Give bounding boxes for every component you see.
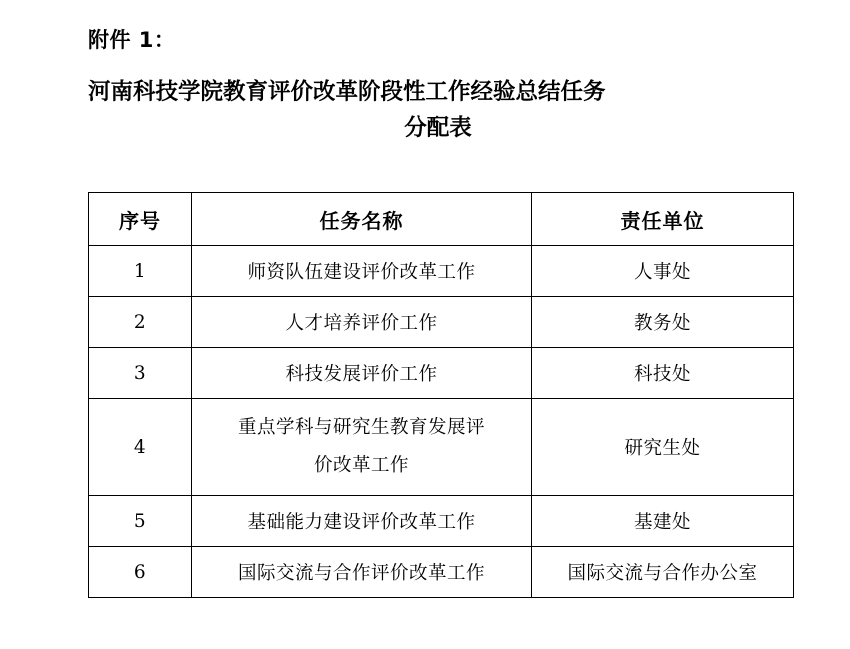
cell-index: 3 xyxy=(89,348,192,399)
table-header-row xyxy=(89,193,794,246)
table-row xyxy=(89,297,794,348)
cell-unit: 科技处 xyxy=(532,348,794,399)
cell-index: 4 xyxy=(89,399,192,496)
cell-task: 人才培养评价工作 xyxy=(192,297,532,348)
column-header-index: 序号 xyxy=(89,193,192,246)
cell-unit: 人事处 xyxy=(532,246,794,297)
table-row xyxy=(89,496,794,547)
table-row xyxy=(89,399,794,496)
table-row xyxy=(89,246,794,297)
cell-unit: 国际交流与合作办公室 xyxy=(532,547,794,598)
cell-index: 1 xyxy=(89,246,192,297)
cell-unit: 基建处 xyxy=(532,496,794,547)
page-title-line-1: 河南科技学院教育评价改革阶段性工作经验总结任务 xyxy=(88,79,606,105)
page-title xyxy=(88,74,788,146)
cell-task-line-2: 价改革工作 xyxy=(313,455,409,476)
column-header-unit: 责任单位 xyxy=(532,193,794,246)
cell-unit: 研究生处 xyxy=(532,399,794,496)
cell-index: 5 xyxy=(89,496,192,547)
cell-unit: 教务处 xyxy=(532,297,794,348)
attachment-label: 附件 1： xyxy=(88,28,176,52)
cell-index: 6 xyxy=(89,547,192,598)
cell-task: 科技发展评价工作 xyxy=(192,348,532,399)
task-assignment-table-wrapper xyxy=(88,192,793,598)
cell-task-line-1: 重点学科与研究生教育发展评 xyxy=(237,417,485,438)
table-row xyxy=(89,348,794,399)
page-title-line-2: 分配表 xyxy=(404,115,472,141)
cell-task xyxy=(192,399,532,496)
cell-task: 基础能力建设评价改革工作 xyxy=(192,496,532,547)
table-row xyxy=(89,547,794,598)
cell-task: 国际交流与合作评价改革工作 xyxy=(192,547,532,598)
task-assignment-table xyxy=(88,192,794,598)
cell-task: 师资队伍建设评价改革工作 xyxy=(192,246,532,297)
cell-index: 2 xyxy=(89,297,192,348)
column-header-task: 任务名称 xyxy=(192,193,532,246)
